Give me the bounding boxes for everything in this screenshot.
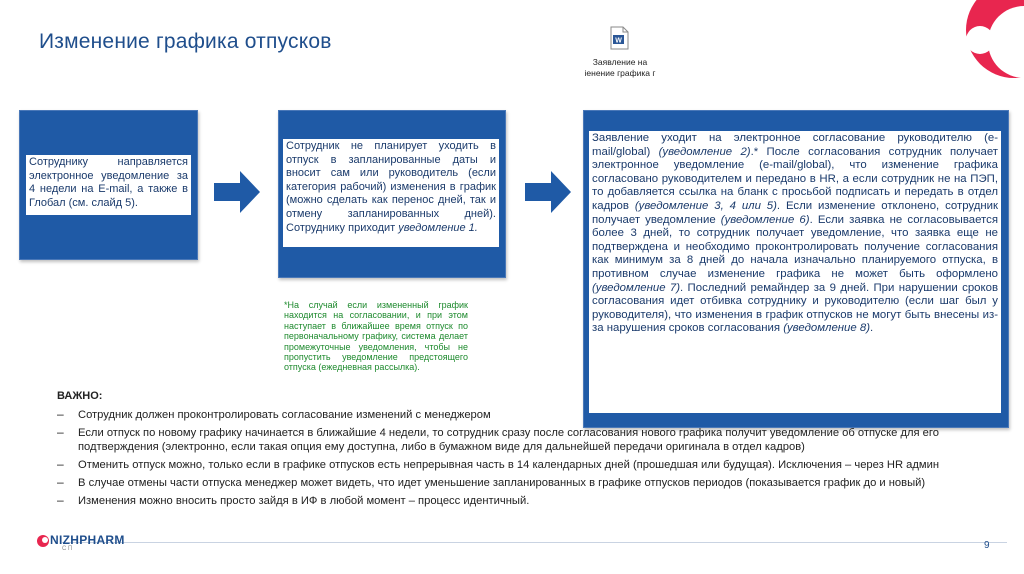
list-item: – Изменения можно вносить просто зайдя в ИФ в любой момент – процесс идентичный.	[57, 493, 530, 507]
flow-footnote: *На случай если измененный график находится на согласовании, и при этом наступает в ближайшее время отпуск по первоначальному графику, система делает промежуточные уведомления, чтобы не пропустить уведомление предстоящего отпуска (ежедневная рассылка).	[284, 300, 468, 373]
text-segment: .	[870, 322, 874, 335]
flow-step-2-notification: уведомление 1.	[398, 221, 478, 234]
flow-step-2-text: Сотрудник не планирует уходить в отпуск в запланированные даты и вносит сам или руководитель (если категория рабочий) изменения в график (можно сделать как перенос дней, так и отмену запланированных дней). Сотруднику приходит	[286, 140, 496, 234]
notification-ref: (уведомление 2)	[658, 145, 751, 158]
arrow-right-icon	[525, 171, 571, 213]
notification-ref: (уведомление 6)	[720, 213, 810, 226]
attachment-caption[interactable]: Заявление на іенение графика г	[584, 57, 656, 78]
flow-step-1-text: Сотруднику направляется электронное уведомление за 4 недели на E-mail, а также в Глобал (см. слайд 5).	[29, 156, 188, 209]
notification-ref: (уведомление 8)	[783, 322, 871, 335]
list-item: – Сотрудник должен проконтролировать согласование изменений с менеджером	[57, 407, 491, 421]
arrow-right-icon	[214, 171, 260, 213]
footer-divider	[62, 542, 1007, 543]
important-heading: ВАЖНО:	[57, 390, 103, 402]
decorative-circles	[874, 0, 1024, 110]
notification-ref: (уведомление 7)	[592, 281, 681, 294]
notification-ref: (уведомление 3, 4 или 5)	[634, 199, 777, 212]
text-segment: Заявление уходит на электронное согласование руководителю (e-mail/global)	[592, 132, 998, 158]
page-number: 9	[984, 540, 990, 551]
important-list	[57, 408, 987, 512]
logo: NIZHPHARM	[50, 533, 125, 547]
svg-text:W: W	[615, 37, 622, 45]
list-item: – Если отпуск по новому графику начинается в ближайшие 4 недели, то сотрудник сразу после согласования нового графика получит уведомление об отпуске для его подтверждения (электронно, если такая опция ему доступна, либо в бумажном виде для дальнейшей передачи оригинала в отдел кадров)	[57, 425, 939, 453]
list-item: – Отменить отпуск можно, только если в графике отпусков есть непрерывная часть в 14 календарных дней (прошедшая или будущая). Исключения – через HR админ	[57, 457, 940, 471]
logo-subtitle: С П	[62, 546, 73, 552]
text-segment: . Если изменение отклонено, сотрудник получает уведомление	[592, 199, 999, 226]
page-title: Изменение графика отпусков	[39, 30, 332, 53]
word-document-icon[interactable]	[609, 26, 629, 50]
list-item: – В случае отмены части отпуска менеджер может видеть, что идет уменьшение запланированных в графике отпусков периодов (показывается график до и новый)	[57, 475, 926, 489]
flow-step-3	[583, 110, 1009, 428]
flow-step-2	[278, 110, 506, 278]
text-segment: . Если заявка не согласовывается более 3 дней, то сотрудник получает уведомление, что заявка еще не подтверждена и необходимо проконтролировать получение согласования как минимум за 8 дней до начала изначально планируемого отпуска, в противном случае изменение графика не может быть оформлено	[592, 213, 999, 280]
logo-icon	[36, 534, 50, 548]
flow-step-1	[19, 110, 198, 260]
flow-step-3-text	[589, 131, 1001, 337]
text-segment: . Последний ремайндер за 9 дней. При нарушении сроков согласования идет отбивка сотруднику и руководителю (если шаг был у руководителя), что изменения в график отпусков не могут быть внесены из-за нарушения сроков согласования	[592, 281, 998, 335]
text-segment: .* После согласования сотрудник получает электронное уведомление (e-mail/global), что изменение графика согласовано руководителем и передано в HR, а если сотрудник не на ПЭП, то добавляется ссылка на бланк с просьбой подписать и передать в отдел кадров	[592, 145, 998, 212]
